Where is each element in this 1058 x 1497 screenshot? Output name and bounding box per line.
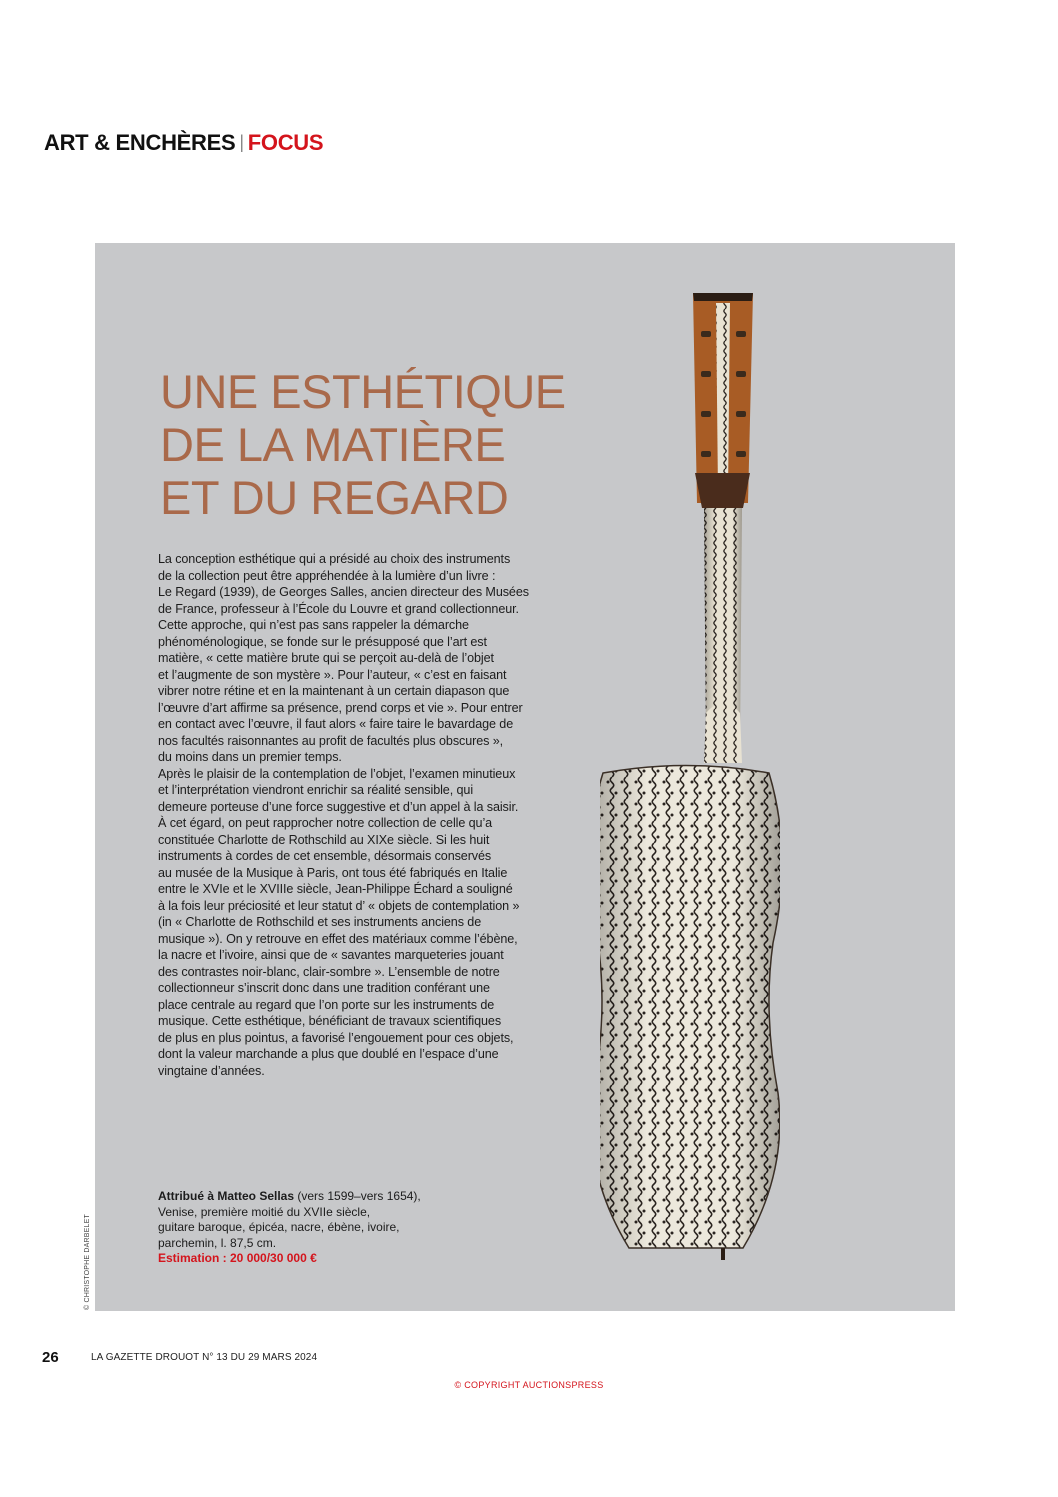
body-line: (in « Charlotte de Rothschild et ses instruments anciens de [158, 915, 482, 929]
headline-line: DE LA MATIÈRE [160, 418, 506, 471]
body-line: nos facultés raisonnantes au profit de facultés plus obscures », [158, 733, 504, 748]
body-line: de plus en plus pointus, a favorisé l’engouement pour ces objets, [158, 1030, 514, 1045]
photo-caption [158, 1189, 421, 1267]
body-line: Après le plaisir de la contemplation de l’objet, l’examen minutieux [158, 766, 516, 781]
body-line: musique. Cette esthétique, bénéficiant de travaux scientifiques [158, 1014, 502, 1028]
body-line: À cet égard, on peut rapprocher notre collection de celle qu’a [158, 816, 493, 830]
rubric-separator: | [239, 132, 244, 152]
caption-materials: guitare baroque, épicéa, nacre, ébène, ivoire, [158, 1220, 400, 1235]
article-panel [95, 243, 955, 1311]
body-line: et l’augmente de son mystère ». Pour l’auteur, « c’est en faisant [158, 667, 507, 682]
body-line: Cette approche, qui n’est pas sans rappeler la démarche [158, 618, 469, 632]
body-line: Le Regard (1939), de Georges Salles, ancien directeur des Musées [158, 585, 529, 599]
copyright-notice: © COPYRIGHT AUCTIONSPRESS [454, 1380, 604, 1390]
subsection-title: FOCUS [247, 130, 324, 155]
body-line: dont la valeur marchande a plus que doublé en l’espace d’une [158, 1047, 499, 1061]
article-headline [160, 365, 566, 524]
body-line: vibrer notre rétine et en la maintenant à un certain diapason que [158, 684, 510, 698]
body-line: place centrale au regard que l’on porte sur les instruments de [158, 997, 495, 1012]
body-line: de la collection peut être appréhendée à la lumière d’un livre : [158, 568, 496, 583]
body-line: à la fois leur préciosité et leur statut d’ « objets de contemplation » [158, 898, 520, 913]
caption-dates: (vers 1599–vers 1654), [294, 1189, 421, 1203]
body-line: et l’interprétation viendront enrichir sa réalité sensible, qui [158, 783, 474, 797]
body-line: entre le XVIe et le XVIIIe siècle, Jean-Philippe Échard a souligné [158, 882, 513, 896]
body-line: constituée Charlotte de Rothschild au XIXe siècle. Si les huit [158, 832, 490, 847]
section-rubric [44, 130, 323, 156]
body-line: La conception esthétique qui a présidé au choix des instruments [158, 552, 511, 566]
article-body [158, 551, 540, 1079]
baroque-guitar-photo [600, 293, 780, 1273]
body-line: de France, professeur à l’École du Louvre et grand collectionneur. [158, 601, 519, 616]
headline-line: UNE ESTHÉTIQUE [160, 365, 566, 418]
body-line: instruments à cordes de cet ensemble, désormais conservés [158, 849, 492, 863]
page-number: 26 [42, 1349, 59, 1366]
body-line: musique »). On y retrouve en effet des matériaux comme l’ébène, [158, 931, 518, 946]
caption-dimensions: parchemin, l. 87,5 cm. [158, 1235, 277, 1250]
body-line: des contrastes noir-blanc, clair-sombre ». L’ensemble de notre [158, 964, 500, 979]
photo-credit: © CHRISTOPHE DARBELET [84, 1214, 91, 1310]
caption-estimate: Estimation : 20 000/30 000 € [158, 1251, 317, 1266]
section-title: ART & ENCHÈRES [44, 130, 236, 155]
headline-line: ET DU REGARD [160, 471, 509, 524]
journal-issue: LA GAZETTE DROUOT N° 13 DU 29 MARS 2024 [91, 1352, 318, 1363]
body-line: collectionneur s’inscrit donc dans une tradition conférant une [158, 981, 490, 995]
body-line: l’œuvre d’art affirme sa présence, prend corps et vie ». Pour entrer [158, 700, 523, 715]
body-line: phénoménologique, se fonde sur le présupposé que l’art est [158, 634, 487, 649]
body-line: matière, « cette matière brute qui se perçoit au-delà de l’objet [158, 651, 494, 665]
body-line: vingtaine d’années. [158, 1063, 265, 1078]
body-line: en contact avec l’œuvre, il faut alors « faire taire le bavardage de [158, 717, 514, 731]
body-line: la nacre et l’ivoire, ainsi que de « savantes marqueteries jouant [158, 948, 504, 962]
caption-origin: Venise, première moitié du XVIIe siècle, [158, 1204, 371, 1219]
body-line: au musée de la Musique à Paris, ont tous été fabriqués en Italie [158, 865, 508, 880]
caption-attribution: Attribué à Matteo Sellas [158, 1189, 295, 1203]
body-line: du moins dans un premier temps. [158, 750, 342, 764]
body-line: demeure porteuse d’une force suggestive et d’un appel à la saisir. [158, 799, 519, 814]
